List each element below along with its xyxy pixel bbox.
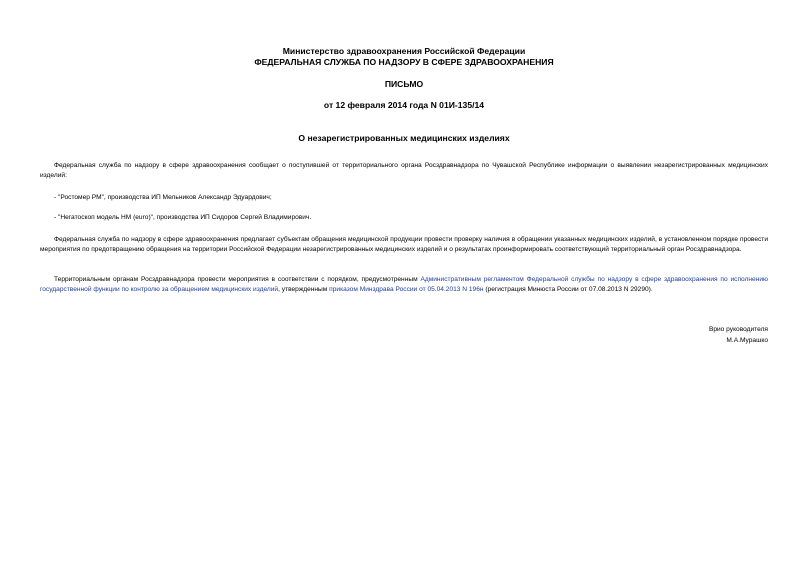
document-page <box>40 0 768 571</box>
document-subject: О незарегистрированных медицинских изделиях <box>298 133 510 143</box>
service-name: ФЕДЕРАЛЬНАЯ СЛУЖБА ПО НАДЗОРУ В СФЕРЕ ЗДРАВООХРАНЕНИЯ <box>254 57 554 67</box>
paragraph-text: , утвержденным <box>278 285 330 293</box>
signature-position: Врио руководителя <box>708 326 768 333</box>
ministry-name: Министерство здравоохранения Российской Федерации <box>282 46 526 56</box>
paragraph-proposal: Федеральная служба по надзору в сфере здравоохранения предлагает субъектам обращения медицинской продукции провести проверку наличия в обращении указанных медицинских изделий, в установленном порядке провести мероприятия по предотвращению обращения на территории Российской Федерации незарегистрированных медицинских изделий и о результатах проинформировать соответствующий территориальный орган Росздравнадзора. <box>40 236 768 253</box>
paragraph-instructions <box>40 275 768 294</box>
paragraph-text: Территориальным органам Росздравнадзора провести мероприятия в соответствии с порядком, предусмотренным <box>54 276 421 283</box>
letter-header <box>40 46 768 68</box>
signature-name: М.А.Мурашко <box>726 337 768 344</box>
paragraph-text: (регистрация Минюста России от 07.08.2013 N 29290). <box>483 285 653 293</box>
order-link[interactable]: приказом Минздрава России от 05.04.2013 N 196н <box>329 285 484 293</box>
document-date-number: от 12 февраля 2014 года N 01И-135/14 <box>323 100 485 110</box>
list-item: - "Ростомер РМ", производства ИП Мельников Александр Эдуардович; <box>54 194 272 201</box>
paragraph-intro: Федеральная служба по надзору в сфере здравоохранения сообщает о поступившей от территориального органа Росздравнадзора по Чувашской Республике информации о выявлении незарегистрированных медицинских изделий: <box>40 162 768 179</box>
list-item: - "Негатоскоп модель НМ (euro)", производства ИП Сидоров Сергей Владимирович. <box>54 214 312 221</box>
regulation-link[interactable]: Административным регламентом Федеральной службы по надзору в сфере здравоохранения по исполнению государственной функции по контролю за обращением медицинских изделий <box>40 276 768 293</box>
document-type: ПИСЬМО <box>384 79 424 89</box>
